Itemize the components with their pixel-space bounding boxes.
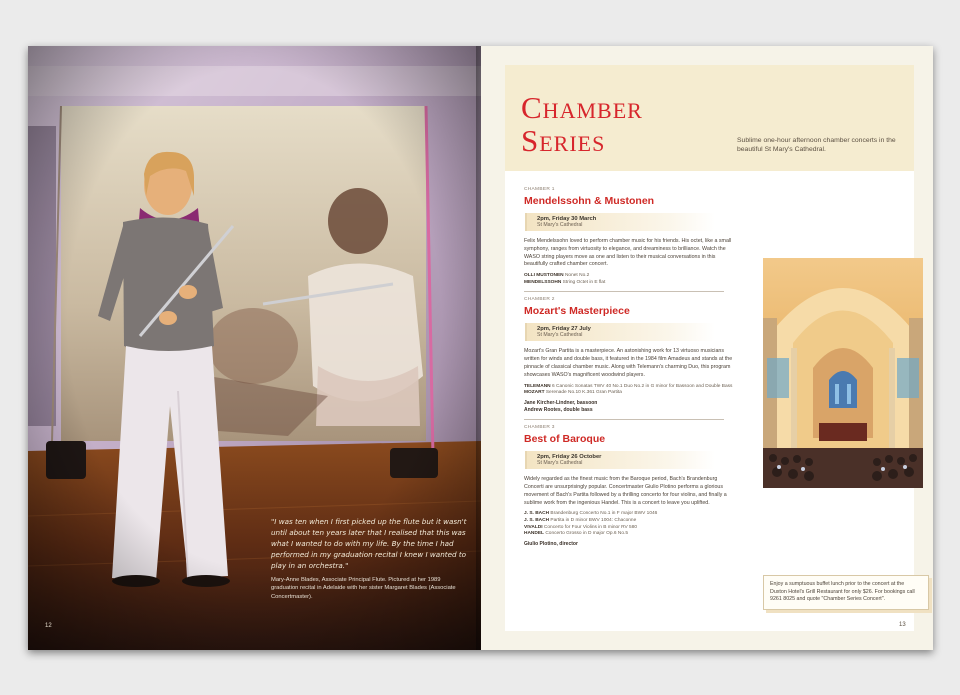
program-item: [524, 273, 735, 280]
right-page: [481, 46, 933, 650]
event-description: Felix Mendelssohn loved to perform chamber music for his friends. His octet, like a small symphony, ranges from virtuosity to elegance, and dreaminess to brilliance. Watch the WASO string players move as one and listen to their musical conversations in this beautifully crafted chamber concert.: [524, 238, 732, 268]
event-kicker: CHAMBER 1: [524, 187, 555, 192]
event-artists: [524, 400, 735, 414]
program-work: Partita in D minor BWV 1004: Chaconne: [550, 517, 637, 523]
program-item: [524, 511, 735, 518]
event-kicker: CHAMBER 2: [524, 297, 555, 303]
program-composer: MENDELSSOHN: [524, 279, 562, 285]
series-title: [521, 91, 643, 157]
program-work: Brandenburg Concerto No.1 in F major BWV 1046: [550, 511, 658, 517]
program-item: [524, 280, 735, 287]
artist: Andrew Rootes, double bass: [524, 406, 593, 413]
program-work: 6 Canonic Sonatas TWV 40 No.1 Duo No.2 in G minor for Bassoon and Double Bass: [552, 383, 733, 389]
event-description: Mozart's Gran Partita is a masterpiece. An astonishing work for 13 virtuoso musicians written for winds and double bass, it featured in the 1984 film Amadeus and stands at the pinnacle of classical chamber music. Along with Telemann's charming Duo, this program showcases WASO's magnificent woodwind players.: [524, 348, 733, 378]
event-artists: [524, 541, 735, 548]
event-date: 2pm, Friday 27 July: [537, 326, 591, 333]
event-description: Widely regarded as the finest music from the Baroque period, Bach's Brandenburg Concerti are unsurprisingly popular. Concertmaster Giulio Plotino performs a glorious movement of Bach's Partita followed by a thrilling concerto for four violins, and finally a sublime work from the ingenious Handel. This is a concert to leave you uplifted.: [524, 476, 727, 506]
event-venue: St Mary's Cathedral: [537, 222, 583, 228]
event-date: 2pm, Friday 26 October: [537, 454, 602, 461]
program-composer: J. S. BACH: [524, 511, 550, 517]
program-composer: HANDEL: [524, 531, 544, 537]
left-page: [28, 46, 481, 650]
program-work: Nonet No.2: [564, 273, 590, 279]
event-kicker: CHAMBER 3: [524, 425, 555, 431]
program-item: [524, 390, 735, 397]
series-title-line2: Series: [521, 123, 606, 158]
program-work: Serenade No.10 K.361 Gran Partita: [545, 390, 622, 396]
event-divider: [524, 419, 724, 420]
event-date-box: [525, 323, 715, 341]
event-venue: St Mary's Cathedral: [537, 460, 583, 467]
program-work: Concerto Grosso in D major Op.6 No.5: [545, 531, 628, 537]
event-divider: [524, 291, 724, 292]
event-2: [524, 297, 735, 414]
brochure-spread: [28, 46, 933, 650]
event-list: [524, 187, 735, 548]
program-composer: MOZART: [524, 390, 545, 396]
event-date-box: [525, 451, 715, 469]
flautist-quote: "I was ten when I first picked up the flute but it wasn't until about ten years later that I realised that this was what I wanted to do with my life. By the time I had performed in my graduation recital I knew I wanted to play in an orchestra.": [271, 517, 467, 570]
event-title: Best of Baroque: [524, 433, 606, 446]
lunch-offer-box: Enjoy a sumptuous buffet lunch prior to the concert at the Duxton Hotel's Grill Restaurant for only $26. For bookings call 9261 8025 and quote "Chamber Series Concert".: [763, 575, 929, 610]
program-composer: VIVALDI: [524, 524, 543, 530]
series-header: [505, 65, 914, 171]
program-work: String Octet in E flat: [562, 279, 606, 285]
photo-caption: Mary-Anne Blades, Associate Principal Flute. Pictured at her 1989 graduation recital in Adelaide with her sister Margaret Blades (Associate Concertmaster).: [271, 577, 456, 600]
event-title: Mozart's Masterpiece: [524, 305, 630, 318]
event-venue: St Mary's Cathedral: [537, 332, 583, 339]
program-item: [524, 518, 735, 525]
series-title-line1: Chamber: [521, 90, 643, 125]
cathedral-photo: [763, 258, 923, 488]
event-1: [524, 187, 735, 286]
event-date-box: [525, 213, 715, 231]
event-date: 2pm, Friday 30 March: [537, 216, 597, 222]
page-number-left: 12: [45, 623, 52, 629]
program-composer: OLLI MUSTONEN: [524, 273, 564, 279]
event-3: [524, 425, 735, 548]
program-item: [524, 531, 735, 538]
program-composer: TELEMANN: [524, 383, 551, 389]
program-work: Concerto for Four Violins in B minor RV 580: [543, 524, 638, 530]
content-panel: [505, 65, 914, 631]
page-number-right: 13: [899, 622, 906, 628]
program-composer: J. S. BACH: [524, 517, 550, 523]
artist: Giulio Plotino, director: [524, 540, 578, 547]
series-subtitle: Sublime one-hour afternoon chamber concerts in the beautiful St Mary's Cathedral.: [737, 137, 896, 153]
artist: Jane Kircher-Lindner, bassoon: [524, 399, 598, 406]
event-title: Mendelssohn & Mustonen: [524, 195, 655, 207]
